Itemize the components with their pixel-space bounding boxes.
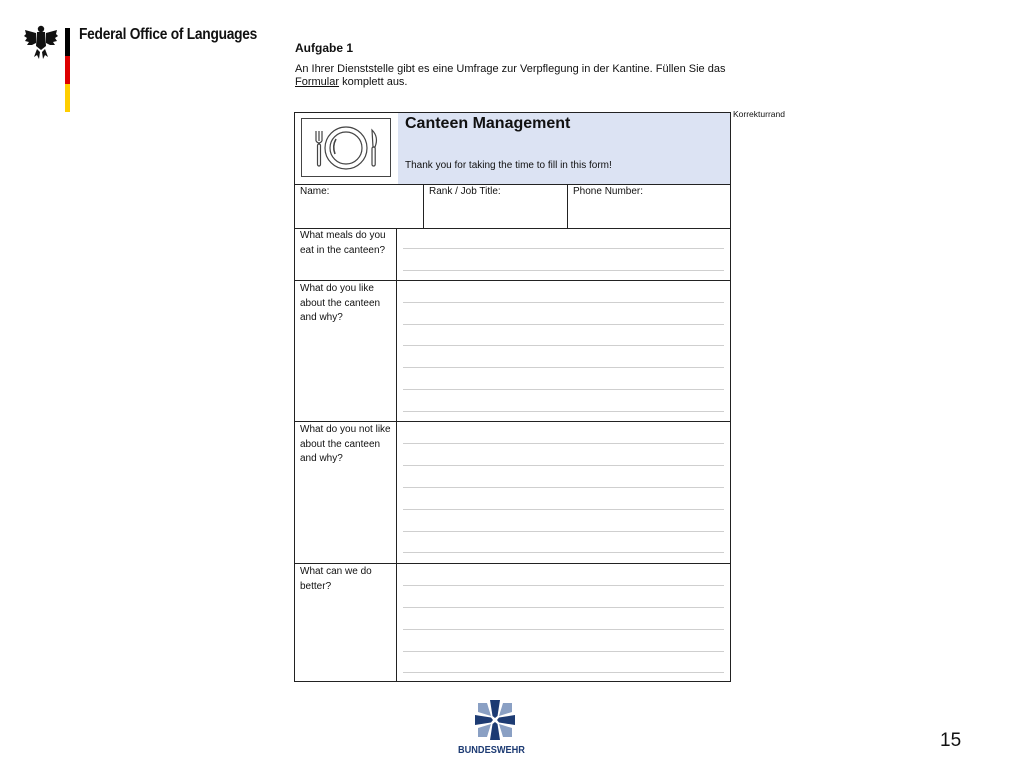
question-label: What do you not like about the canteen and why? xyxy=(295,422,397,563)
phone-label: Phone Number: xyxy=(573,186,644,197)
answer-line xyxy=(403,411,724,412)
form-logo xyxy=(301,118,391,177)
answer-line xyxy=(403,487,724,488)
federal-eagle-icon xyxy=(24,24,58,60)
rank-field[interactable] xyxy=(424,184,568,228)
name-field[interactable] xyxy=(295,184,424,228)
answer-line xyxy=(403,367,724,368)
german-flag-bar xyxy=(65,28,70,112)
form-title: Canteen Management xyxy=(405,115,571,132)
question-row-meals xyxy=(295,228,730,281)
rank-label: Rank / Job Title: xyxy=(429,186,501,197)
task-text xyxy=(295,63,765,89)
canteen-form xyxy=(294,112,731,682)
flag-gold xyxy=(65,84,70,112)
answer-line xyxy=(403,270,724,271)
personal-info-row xyxy=(295,184,730,229)
phone-field[interactable] xyxy=(568,184,730,228)
question-row-dislike xyxy=(295,422,730,564)
answer-line xyxy=(403,345,724,346)
form-header xyxy=(295,113,730,185)
name-label: Name: xyxy=(300,186,330,197)
question-row-improve xyxy=(295,564,730,681)
form-subtitle: Thank you for taking the time to fill in this form! xyxy=(405,160,612,171)
correction-margin-label: Korrekturrand xyxy=(733,109,785,119)
bundeswehr-cross-icon xyxy=(475,700,515,740)
question-label: What can we do better? xyxy=(295,564,397,681)
task-title: Aufgabe 1 xyxy=(295,41,354,55)
answer-line xyxy=(403,585,724,586)
question-row-like xyxy=(295,281,730,422)
answer-line xyxy=(403,629,724,630)
answer-line xyxy=(403,509,724,510)
answer-line xyxy=(403,465,724,466)
answer-line xyxy=(403,389,724,390)
task-text-part1: An Ihrer Dienststelle gibt es eine Umfrage zur Verpflegung in der Kantine. Füllen Sie das xyxy=(295,63,726,75)
answer-line xyxy=(403,443,724,444)
answer-line xyxy=(403,607,724,608)
page-number: 15 xyxy=(940,730,962,751)
task-text-formular: Formular xyxy=(295,76,340,88)
answer-line xyxy=(403,552,724,553)
answer-line xyxy=(403,531,724,532)
plate-cutlery-icon xyxy=(302,119,390,176)
flag-red xyxy=(65,56,70,84)
answer-line xyxy=(403,248,724,249)
task-text-part2: komplett aus. xyxy=(339,76,408,88)
answer-line xyxy=(403,302,724,303)
question-label: What do you like about the canteen and why? xyxy=(295,281,397,421)
office-title: Federal Office of Languages xyxy=(79,26,258,43)
form-title-area xyxy=(398,113,730,184)
answer-line xyxy=(403,324,724,325)
answer-line xyxy=(403,672,724,673)
answer-line xyxy=(403,651,724,652)
bundeswehr-logo-text: BUNDESWEHR xyxy=(458,745,525,756)
flag-black xyxy=(65,28,70,56)
question-label: What meals do you eat in the canteen? xyxy=(295,228,397,280)
